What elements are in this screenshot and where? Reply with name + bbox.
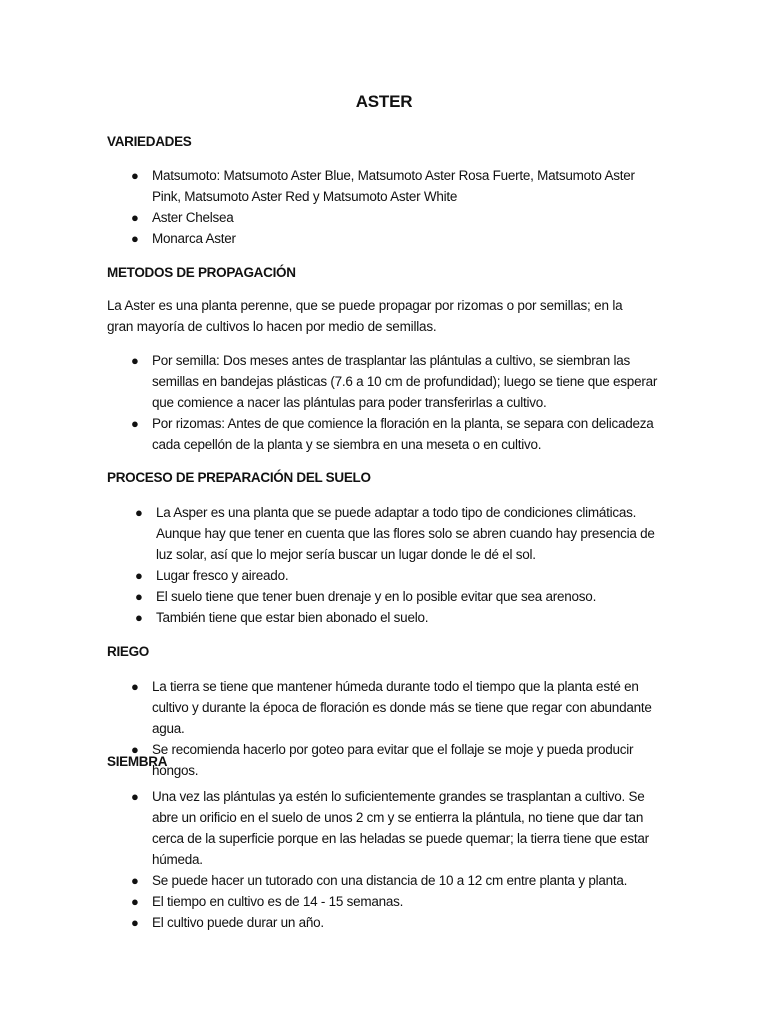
bullet-icon: ● — [131, 742, 139, 757]
bullet-icon: ● — [131, 416, 139, 431]
bullet-icon: ● — [131, 210, 139, 225]
bullet-icon: ● — [135, 610, 143, 625]
list-item: ● El tiempo en cultivo es de 14 - 15 semanas. — [152, 891, 664, 912]
bullet-icon: ● — [131, 168, 139, 183]
list-item: ● La Asper es una planta que se puede adaptar a todo tipo de condiciones climáticas. Aunque hay que tener en cuenta que las flores solo se abren cuando hay presencia de luz solar, así que lo mejor sería buscar un lugar donde le dé el sol. — [156, 502, 666, 565]
heading-suelo: PROCESO DE PREPARACIÓN DEL SUELO — [107, 470, 371, 485]
list-siembra — [131, 786, 664, 933]
bullet-icon: ● — [135, 505, 143, 520]
heading-siembra: SIEMBRA — [107, 754, 168, 769]
list-item: ● También tiene que estar bien abonado el suelo. — [156, 607, 666, 628]
bullet-icon: ● — [135, 589, 143, 604]
list-item: ● Se puede hacer un tutorado con una distancia de 10 a 12 cm entre planta y planta. — [152, 870, 664, 891]
heading-riego: RIEGO — [107, 644, 150, 659]
paragraph-propagacion-intro: La Aster es una planta perenne, que se puede propagar por rizomas o por semillas; en la gran mayoría de cultivos lo hacen por medio de semillas. — [107, 298, 623, 334]
list-variedades — [131, 165, 652, 249]
bullet-icon: ● — [131, 231, 139, 246]
list-item: ● El suelo tiene que tener buen drenaje y en lo posible evitar que sea arenoso. — [156, 586, 666, 607]
bullet-icon: ● — [135, 568, 143, 583]
list-item: ● Matsumoto: Matsumoto Aster Blue, Matsumoto Aster Rosa Fuerte, Matsumoto Aster Pink, Matsumoto Aster Red y Matsumoto Aster White — [152, 165, 652, 207]
list-item: ● Se recomienda hacerlo por goteo para evitar que el follaje se moje y pueda producir hongos. — [152, 739, 664, 781]
bullet-icon: ● — [131, 789, 139, 804]
list-item: ● Lugar fresco y aireado. — [156, 565, 666, 586]
bullet-icon: ● — [131, 353, 139, 368]
list-item: ● Aster Chelsea — [152, 207, 652, 228]
list-item: ● El cultivo puede durar un año. — [152, 912, 664, 933]
list-item: ● La tierra se tiene que mantener húmeda durante todo el tiempo que la planta esté en cultivo y durante la época de floración es donde más se tiene que regar con abundante agua. — [152, 676, 664, 739]
bullet-icon: ● — [131, 873, 139, 888]
list-suelo — [135, 502, 666, 628]
heading-propagacion: METODOS DE PROPAGACIÓN — [107, 265, 296, 280]
bullet-icon: ● — [131, 894, 139, 909]
list-item: ● Monarca Aster — [152, 228, 652, 249]
list-item: ● Una vez las plántulas ya estén lo suficientemente grandes se trasplantan a cultivo. Se abre un orificio en el suelo de unos 2 cm y se entierra la plántula, no tiene que dar tan cerca de la superficie porque en las heladas se puede quemar; la tierra tiene que estar húmeda. — [152, 786, 664, 870]
bullet-icon: ● — [131, 679, 139, 694]
document-title: ASTER — [355, 92, 413, 111]
heading-variedades: VARIEDADES — [107, 134, 192, 149]
list-propagacion — [131, 350, 662, 455]
list-item: ● Por rizomas: Antes de que comience la floración en la planta, se separa con delicadeza cada cepellón de la planta y se siembra en una meseta o en cultivo. — [152, 413, 662, 455]
bullet-icon: ● — [131, 915, 139, 930]
list-item: ● Por semilla: Dos meses antes de trasplantar las plántulas a cultivo, se siembran las semillas en bandejas plásticas (7.6 a 10 cm de profundidad); luego se tiene que esperar que comience a nacer las plántulas para poder transferirlas a cultivo. — [152, 350, 662, 413]
